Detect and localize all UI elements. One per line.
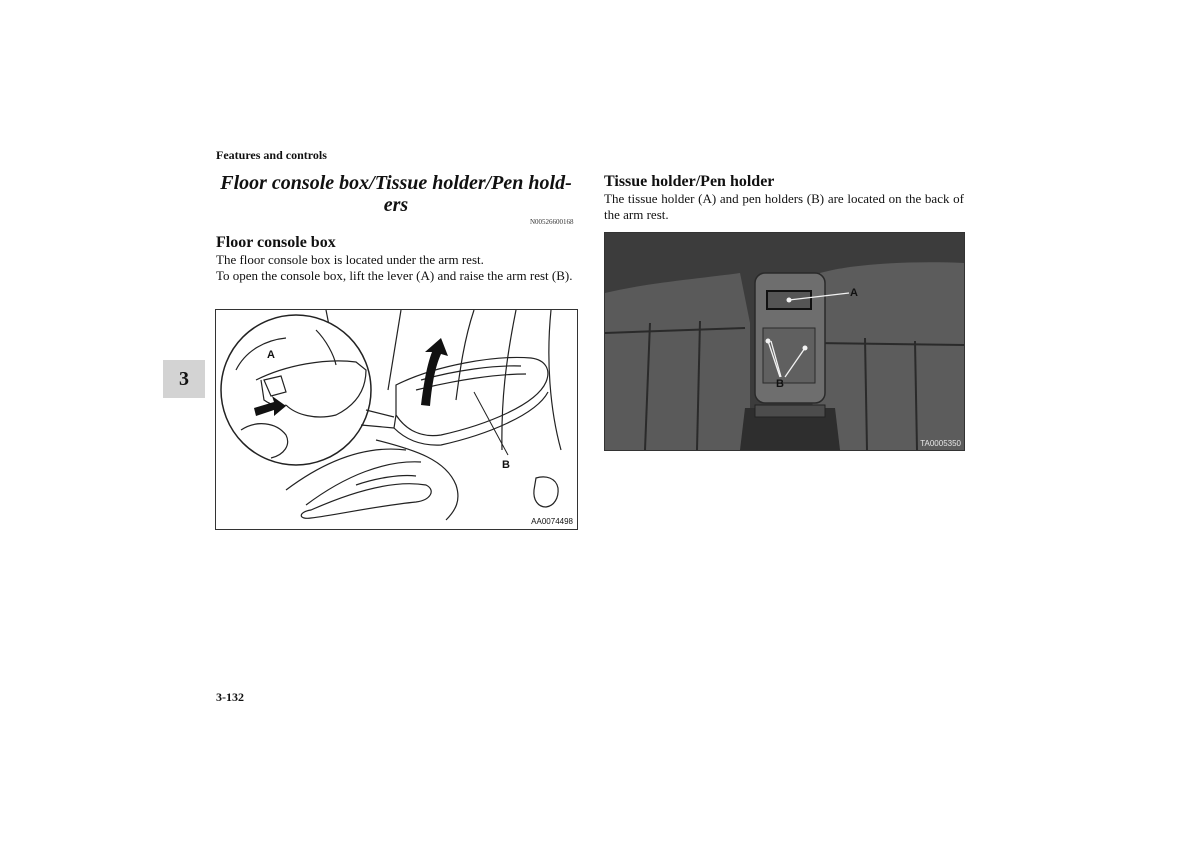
floor-console-heading: Floor console box bbox=[216, 234, 336, 251]
console-line-drawing bbox=[216, 310, 577, 529]
console-box-illustration bbox=[215, 309, 578, 530]
tissue-holder-heading: Tissue holder/Pen holder bbox=[604, 173, 775, 190]
rear-seat-drawing bbox=[605, 233, 964, 450]
callout-a: A bbox=[267, 349, 275, 361]
page-title: Floor console box/Tissue holder/Pen hold-ers bbox=[220, 172, 572, 216]
page-number: 3-132 bbox=[216, 690, 244, 704]
section-header: Features and controls bbox=[216, 148, 327, 162]
callout-b: B bbox=[502, 459, 510, 471]
figure-code: AA0074498 bbox=[531, 517, 573, 526]
reference-code: N00526600168 bbox=[530, 218, 574, 226]
floor-console-text bbox=[216, 252, 576, 284]
callout-a: A bbox=[850, 287, 858, 299]
figure-code: TA0005350 bbox=[920, 439, 961, 448]
callout-b: B bbox=[776, 378, 784, 390]
floor-console-paragraph-1: The floor console box is located under the arm rest. bbox=[216, 252, 484, 267]
floor-console-paragraph-2: To open the console box, lift the lever (A) and raise the arm rest (B). bbox=[216, 268, 573, 283]
lift-arrow-icon bbox=[421, 338, 448, 406]
tissue-holder-text: The tissue holder (A) and pen holders (B) are located on the back of the arm rest. bbox=[604, 191, 964, 222]
chapter-tab: 3 bbox=[163, 360, 205, 398]
tissue-holder-photo bbox=[604, 232, 965, 451]
